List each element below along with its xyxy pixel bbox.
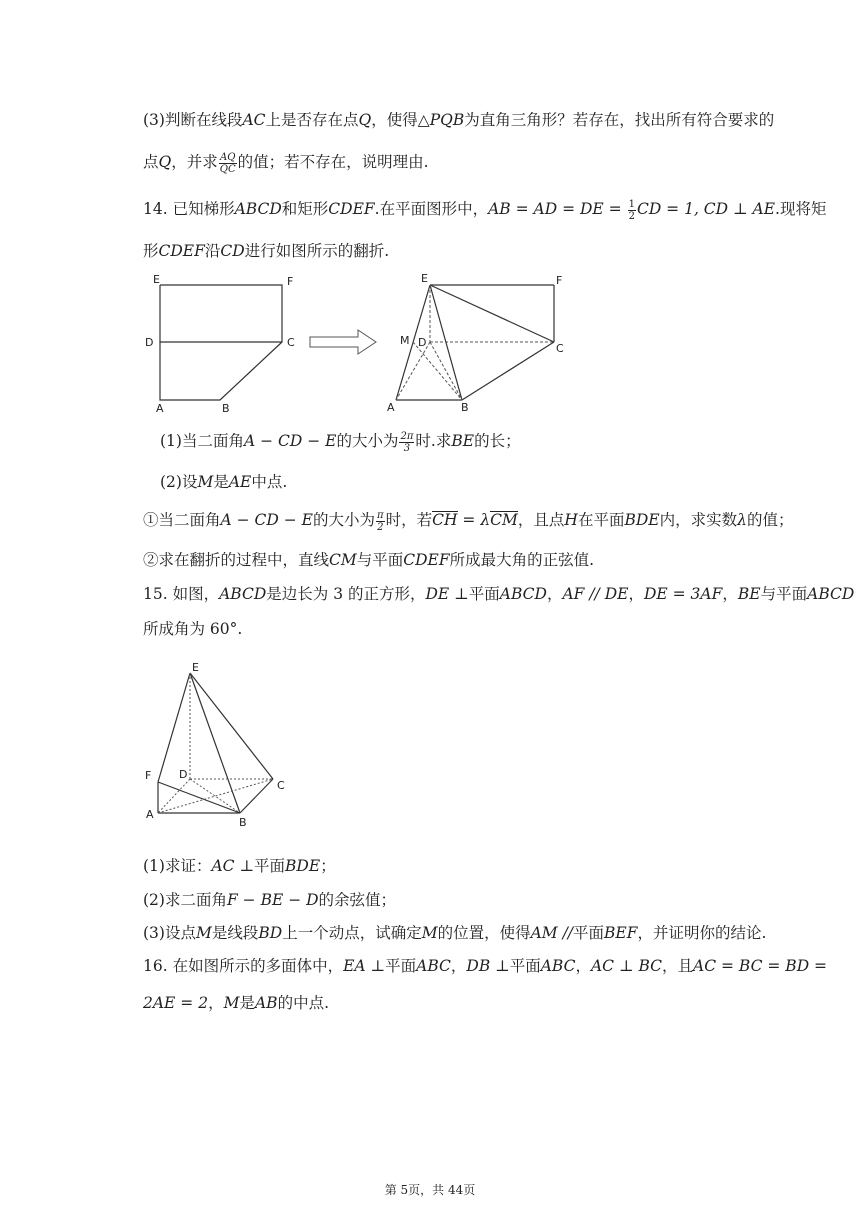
q15-part3: (3)设点M是线段BD上一个动点，试确定M的位置，使得AM //平面BEF，并证明你的结论.: [143, 924, 767, 942]
label-a3: A: [146, 808, 154, 821]
label-f3: F: [145, 769, 152, 782]
label-d3: D: [179, 768, 188, 781]
q14-stem-line1: 14. 已知梯形ABCD和矩形CDEF.在平面图形中，AB = AD = DE = $\frac{1}{2}$ CD = 1, CD ⊥ AE.现将矩: [143, 198, 827, 222]
q14-sub1: ①当二面角A − CD − E的大小为 $\frac{\pi}{2}$ 时，若CH = λCM，且点H在平面BDE内，求实数λ的值；: [143, 509, 794, 533]
q15-part2: (2)求二面角F − BE − D的余弦值；: [143, 891, 397, 909]
q15-figure: [140, 655, 300, 830]
q14-part1: (1)当二面角A − CD − E的大小为 $\frac{2\pi}{3}$ 时.求BE的长；: [160, 430, 521, 454]
question-number: 15.: [143, 585, 168, 603]
planar-figure: [160, 285, 282, 400]
q16-stem-line2: 2AE = 2，M是AB的中点.: [143, 994, 330, 1012]
label-e: E: [153, 273, 160, 286]
q16-stem-line1: 16. 在如图所示的多面体中，EA ⊥平面ABC，DB ⊥平面ABC，AC ⊥ BC，且AC = BC = BD =: [143, 957, 828, 975]
vector-cm: CM: [490, 511, 518, 529]
label-d2: D: [418, 336, 427, 349]
label-c3: C: [277, 779, 285, 792]
fraction-pi-2: $\frac{\pi}{2}$: [377, 509, 384, 533]
q15-stem-line1: 15. 如图，ABCD是边长为 3 的正方形，DE ⊥平面ABCD，AF // DE，DE = 3AF，BE与平面ABCD: [143, 585, 855, 603]
label-a2: A: [387, 401, 395, 414]
label-m: M: [400, 334, 410, 347]
label-e2: E: [421, 272, 428, 285]
q13-part3-line1: (3)判断在线段AC上是否存在点Q，使得△PQB为直角三角形？若存在，找出所有符合要求的: [143, 111, 775, 129]
q15-stem-line2: 所成角为 60°.: [143, 620, 243, 638]
label-f2: F: [556, 274, 563, 287]
question-number: 14.: [143, 200, 168, 218]
label-c2: C: [556, 342, 564, 355]
fraction-2pi-3: $\frac{2\pi}{3}$: [400, 430, 414, 454]
label-b2: B: [461, 401, 469, 414]
fraction-one-half: $\frac{1}{2}$: [628, 198, 635, 222]
vector-ch: CH: [432, 511, 458, 529]
q14-part2: (2)设M是AE中点.: [160, 473, 288, 491]
q13-part3-line2: 点Q，并求 $\frac{AQ}{QC}$ 的值；若不存在，说明理由.: [143, 151, 429, 175]
q15-part1: (1)求证：AC ⊥平面BDE；: [143, 857, 336, 875]
arrow-right-icon: [310, 330, 376, 354]
page-footer: 第 5页，共 44页: [384, 1183, 476, 1197]
q14-sub2: ②求在翻折的过程中，直线CM与平面CDEF所成最大角的正弦值.: [143, 551, 595, 569]
label-b: B: [222, 402, 230, 415]
q14-stem-line2: 形CDEF沿CD进行如图所示的翻折.: [143, 242, 390, 260]
label-d: D: [145, 336, 154, 349]
question-number: 16.: [143, 957, 168, 975]
label-c: C: [287, 336, 295, 349]
fraction-aq-qc: $\frac{AQ}{QC}$: [219, 151, 236, 175]
q14-figure: [140, 268, 580, 418]
label-a: A: [156, 402, 164, 415]
label-e3: E: [192, 661, 199, 674]
label-b3: B: [239, 816, 247, 829]
label-f: F: [287, 275, 294, 288]
